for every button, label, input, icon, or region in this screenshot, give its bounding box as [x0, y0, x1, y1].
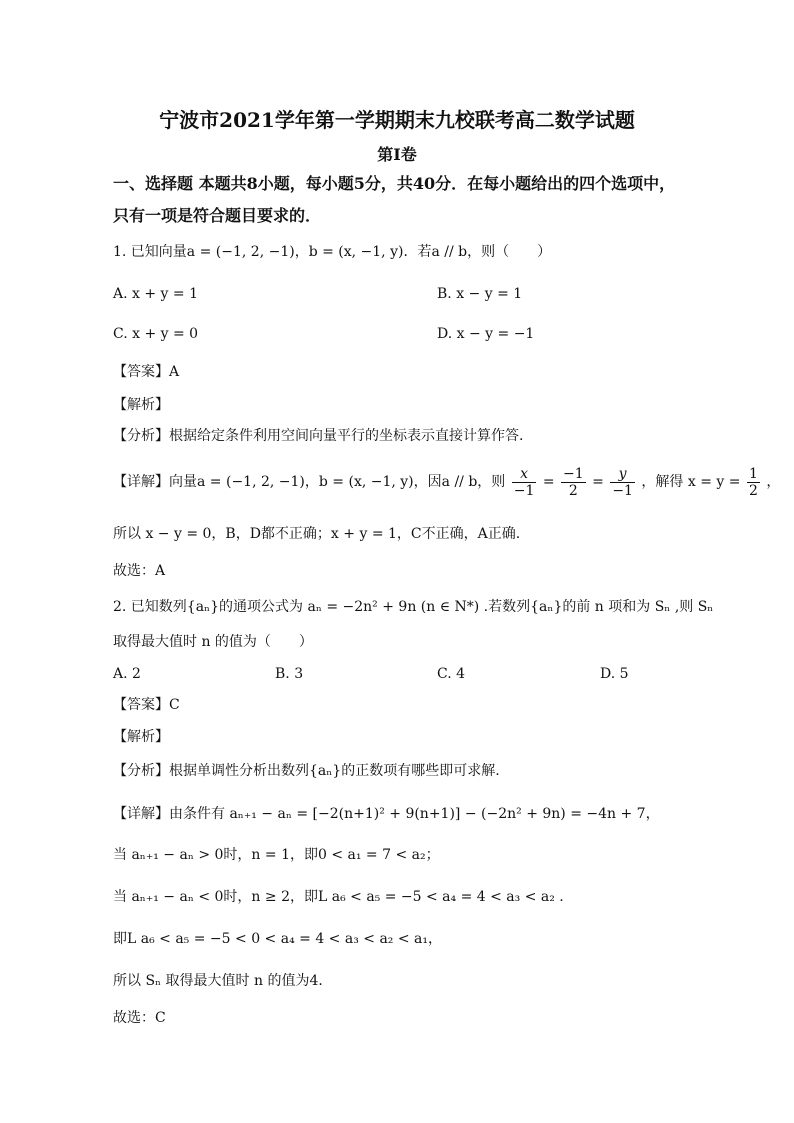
q2-line-a: 当 aₙ₊₁ − aₙ > 0时，n = 1，即0 < a₁ = 7 < a₂；: [113, 847, 440, 863]
q1-fraction-4: [747, 466, 760, 499]
q1-frac1-num: x: [512, 466, 537, 483]
q1-frac3-num: y: [610, 466, 635, 483]
q1-fraction-2: [561, 466, 586, 499]
q2-option-a: A. 2: [113, 666, 141, 682]
q1-frac4-num: 1: [748, 465, 758, 482]
q1-fraction-1: [512, 466, 537, 499]
q1-fenxi: 【分析】根据给定条件利用空间向量平行的坐标表示直接计算作答.: [113, 428, 524, 444]
page-title: 宁波市2021学年第一学期期末九校联考高二数学试题: [159, 108, 635, 132]
section-heading-line2: 只有一项是符合题目要求的．: [113, 206, 322, 225]
q2-answer: 【答案】C: [113, 697, 180, 713]
q2-fenxi: 【分析】根据单调性分析出数列{aₙ}的正数项有哪些即可求解.: [113, 763, 500, 779]
q2-stem-line2: 取得最大值时 n 的值为（ ）: [113, 634, 313, 650]
q1-fraction-3: [610, 466, 635, 499]
page-subtitle: 第I卷: [377, 145, 417, 164]
q2-option-b: B. 3: [275, 666, 304, 682]
q1-frac2-den: 2: [568, 482, 578, 499]
q2-stem-line1: 2. 已知数列{aₙ}的通项公式为 aₙ = −2n² + 9n (n ∈ N*) .若数列{aₙ}的前 n 项和为 Sₙ ,则 Sₙ: [113, 599, 714, 615]
q2-option-c: C. 4: [437, 666, 466, 682]
q2-line-c: 即L a₆ < a₅ = −5 < 0 < a₄ = 4 < a₃ < a₂ < a₁，: [113, 931, 442, 947]
q2-detail: 【详解】由条件有 aₙ₊₁ − aₙ = [−2(n+1)² + 9(n+1)] − (−2n² + 9n) = −4n + 7，: [113, 806, 660, 822]
q1-option-c: C. x + y = 0: [113, 326, 199, 342]
q1-option-d: D. x − y = −1: [437, 326, 535, 342]
section-heading-line1: 一、选择题 本题共8小题，每小题5分，共40分．在每小题给出的四个选项中，: [113, 174, 676, 193]
q1-frac2-num: −1: [563, 465, 584, 482]
q1-conclusion: 所以 x − y = 0，B，D都不正确；x + y = 1，C不正确，A正确.: [113, 526, 521, 542]
q1-eq2: =: [592, 474, 604, 490]
q2-option-d: D. 5: [600, 666, 629, 682]
q1-detail-pre: 【详解】向量a = (−1, 2, −1)，b = (x, −1, y)，因a // b，则: [113, 474, 506, 490]
q2-line-b: 当 aₙ₊₁ − aₙ < 0时，n ≥ 2，即L a₆ < a₅ = −5 < a₄ = 4 < a₃ < a₂ .: [113, 889, 564, 905]
q1-detail-mid: ，解得 x = y =: [641, 474, 741, 490]
q1-choose: 故选：A: [113, 563, 166, 579]
q1-frac1-den: −1: [513, 482, 535, 499]
q1-detail: [113, 464, 780, 500]
q1-frac3-den: −1: [612, 482, 633, 499]
q1-analysis-label: 【解析】: [113, 397, 169, 413]
q1-option-a: A. x + y = 1: [113, 286, 198, 302]
q1-stem: 1. 已知向量a = (−1, 2, −1)，b = (x, −1, y)．若a // b，则（ ）: [113, 244, 552, 260]
q1-answer: 【答案】A: [113, 364, 180, 380]
q1-detail-end: ，: [766, 474, 781, 490]
q2-choose: 故选：C: [113, 1010, 166, 1026]
q2-analysis-label: 【解析】: [113, 729, 169, 745]
q1-frac4-den: 2: [748, 482, 758, 499]
q1-option-b: B. x − y = 1: [437, 286, 523, 302]
q2-line-d: 所以 Sₙ 取得最大值时 n 的值为4．: [113, 973, 333, 989]
q1-eq1: =: [542, 474, 555, 490]
